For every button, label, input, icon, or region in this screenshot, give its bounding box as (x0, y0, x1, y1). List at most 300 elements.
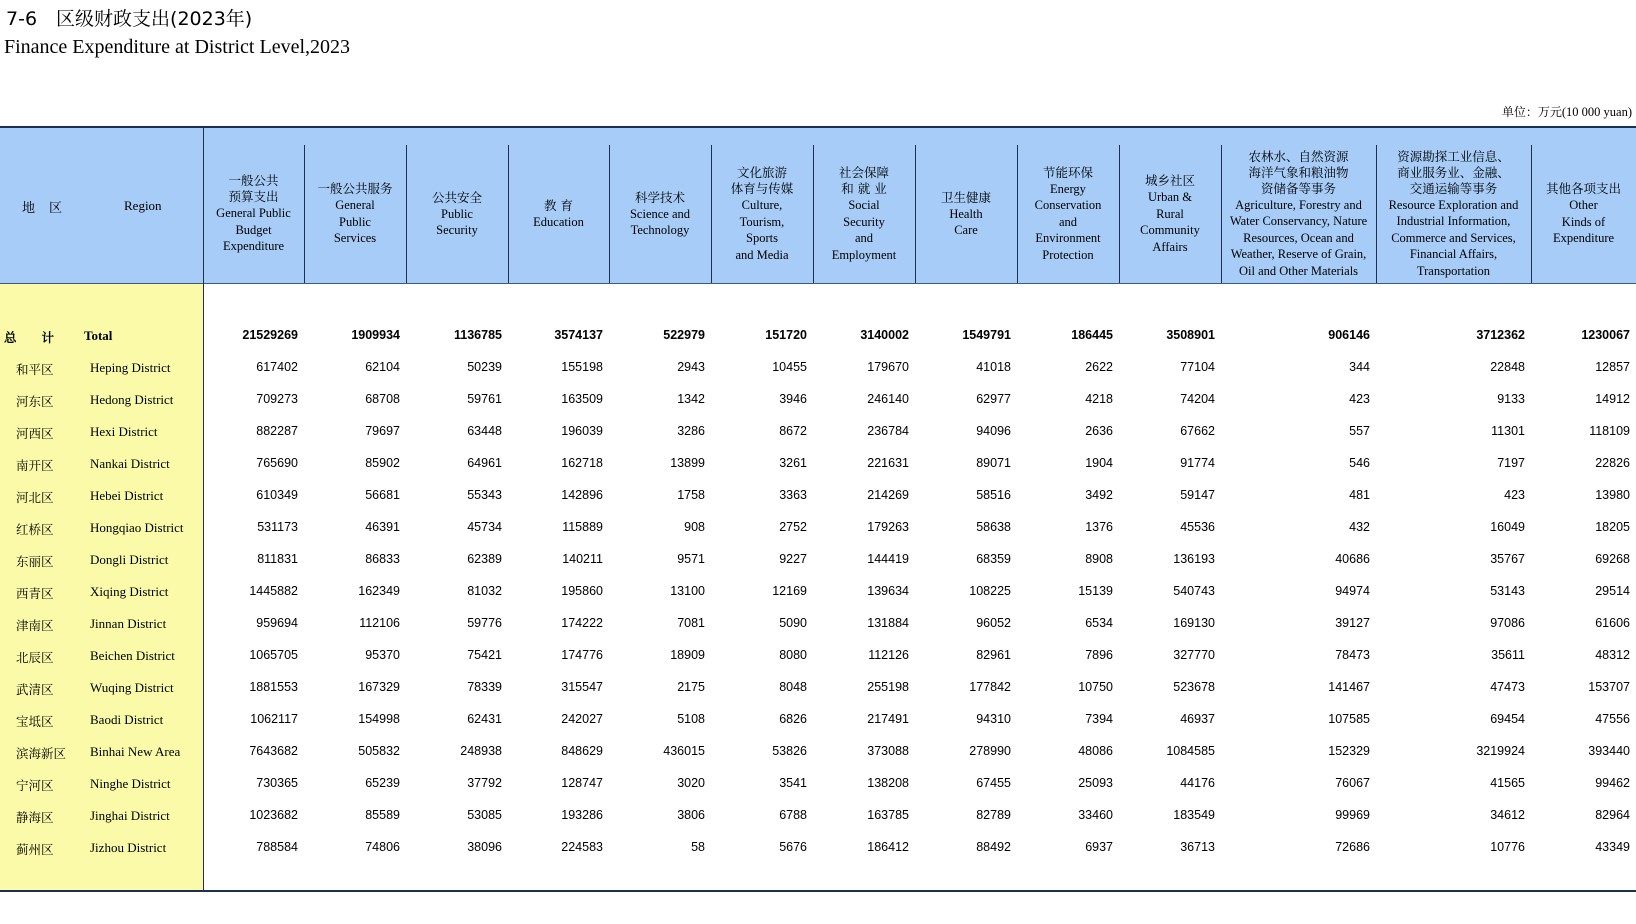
table-cell: 12857 (1595, 360, 1630, 374)
table-cell: 4218 (1085, 392, 1113, 406)
table-cell: 174222 (561, 616, 603, 630)
table-cell: 12169 (772, 584, 807, 598)
column-header-en: Urban & Rural Community Affairs (1140, 190, 1200, 254)
table-cell: 327770 (1173, 648, 1215, 662)
unit-note-cn: 单位：万元 (1501, 105, 1562, 119)
table-cell: 61606 (1595, 616, 1630, 630)
table-cell: 10776 (1490, 840, 1525, 854)
table-cell: 174776 (561, 648, 603, 662)
table-cell: 3574137 (554, 328, 603, 342)
table-row (0, 800, 1636, 832)
column-header-cn: 一般公共 预算支出 (228, 173, 279, 205)
column-divider (915, 145, 916, 283)
table-cell: 3712362 (1476, 328, 1525, 342)
table-cell: 373088 (867, 744, 909, 758)
table-cell: 58 (691, 840, 705, 854)
table-cell: 242027 (561, 712, 603, 726)
column-divider (1119, 145, 1120, 283)
table-cell: 86833 (365, 552, 400, 566)
table-cell: 255198 (867, 680, 909, 694)
table-cell: 25093 (1078, 776, 1113, 790)
column-divider (813, 145, 814, 283)
table-cell: 99969 (1335, 808, 1370, 822)
table-cell: 5108 (677, 712, 705, 726)
table-cell: 3020 (677, 776, 705, 790)
table-row (0, 832, 1636, 864)
table-cell: 730365 (256, 776, 298, 790)
column-header-cn: 科学技术 (634, 189, 685, 205)
table-title-cn: 7-6 区级财政支出(2023年) (6, 8, 253, 30)
table-cell: 908 (684, 520, 705, 534)
table-cell: 557 (1349, 424, 1370, 438)
table-cell: 3286 (677, 424, 705, 438)
table-cell: 10750 (1078, 680, 1113, 694)
table-cell: 74806 (365, 840, 400, 854)
table-row (0, 384, 1636, 416)
table-cell: 62431 (467, 712, 502, 726)
table-cell: 58516 (976, 488, 1011, 502)
table-cell: 37792 (467, 776, 502, 790)
column-header-en: Resource Exploration and Industrial Information, Commerce and Services, Financial Affairs, Transportation (1388, 197, 1519, 278)
table-cell: 69268 (1595, 552, 1630, 566)
table-cell: 151720 (765, 328, 807, 342)
table-cell: 393440 (1588, 744, 1630, 758)
table-row (0, 768, 1636, 800)
table-cell: 1136785 (454, 328, 502, 342)
region-name-cn: 津南区 (16, 618, 54, 633)
table-cell: 13980 (1595, 488, 1630, 502)
table-cell: 154998 (358, 712, 400, 726)
table-cell: 82789 (976, 808, 1011, 822)
header-region-cn: 地区 (22, 201, 77, 216)
table-cell: 5090 (779, 616, 807, 630)
region-name-cn: 河东区 (16, 394, 54, 409)
table-cell: 81032 (467, 584, 502, 598)
table-cell: 8672 (779, 424, 807, 438)
table-cell: 48086 (1078, 744, 1113, 758)
column-header-11 (1221, 145, 1376, 283)
table-cell: 82961 (976, 648, 1011, 662)
table-title-en: Finance Expenditure at District Level,2023 (4, 36, 351, 58)
table-row (0, 640, 1636, 672)
table-cell: 140211 (562, 552, 603, 566)
table-cell: 3508901 (1166, 328, 1215, 342)
table-cell: 540743 (1173, 584, 1215, 598)
unit-note (1502, 103, 1632, 120)
table-cell: 3140002 (860, 328, 909, 342)
table-cell: 1445882 (249, 584, 298, 598)
table-cell: 1084585 (1166, 744, 1215, 758)
table-cell: 108225 (969, 584, 1011, 598)
table-cell: 179263 (867, 520, 909, 534)
column-header-cn: 一般公共服务 (317, 181, 393, 197)
table-cell: 1062117 (250, 712, 298, 726)
column-divider (304, 145, 305, 283)
column-header-en: Other Kinds of Expenditure (1552, 198, 1615, 246)
region-name-cn: 红桥区 (16, 522, 54, 537)
table-cell: 131884 (867, 616, 909, 630)
table-cell: 1342 (677, 392, 705, 406)
table-cell: 610349 (256, 488, 298, 502)
table-cell: 96052 (976, 616, 1011, 630)
region-name-cn: 宝坻区 (16, 714, 54, 729)
table-cell: 6826 (779, 712, 807, 726)
table-cell: 9227 (779, 552, 807, 566)
region-name-cn: 河西区 (16, 426, 54, 441)
table-cell: 47556 (1595, 712, 1630, 726)
column-divider (406, 145, 407, 283)
table-cell: 811831 (257, 552, 298, 566)
column-header-5 (609, 145, 711, 283)
region-name-en: Nankai District (90, 456, 170, 471)
region-name-cn: 东丽区 (16, 554, 54, 569)
table-cell: 53085 (467, 808, 502, 822)
region-name-en: Hedong District (90, 392, 174, 407)
column-divider (609, 145, 610, 283)
table-cell: 14912 (1595, 392, 1630, 406)
column-header-cn: 其他各项支出 (1545, 181, 1621, 197)
table-cell: 33460 (1078, 808, 1113, 822)
table-cell: 546 (1349, 456, 1370, 470)
table-row (0, 704, 1636, 736)
table-cell: 44176 (1180, 776, 1215, 790)
column-header-3 (406, 145, 508, 283)
table-cell: 531173 (257, 520, 298, 534)
table-cell: 152329 (1328, 744, 1370, 758)
table-cell: 193286 (561, 808, 603, 822)
region-name-cn: 和平区 (16, 362, 54, 377)
column-header-en: General Public Services (333, 198, 377, 246)
table-row (0, 480, 1636, 512)
region-name-en: Jinghai District (90, 808, 170, 823)
table-cell: 38096 (467, 840, 502, 854)
table-cell: 62977 (976, 392, 1011, 406)
table-cell: 2636 (1085, 424, 1113, 438)
region-name-cn: 蓟州区 (16, 842, 54, 857)
table-cell: 2622 (1085, 360, 1113, 374)
table-cell: 58638 (976, 520, 1011, 534)
table-cell: 136193 (1173, 552, 1215, 566)
table-cell: 99462 (1595, 776, 1630, 790)
table-cell: 39127 (1335, 616, 1370, 630)
table-cell: 35767 (1490, 552, 1525, 566)
column-header-cn: 社会保障 和 就 业 (838, 165, 889, 196)
table-cell: 50239 (467, 360, 502, 374)
table-cell: 59761 (467, 392, 502, 406)
table-cell: 765690 (256, 456, 298, 470)
table-cell: 155198 (561, 360, 603, 374)
table-cell: 3363 (779, 488, 807, 502)
table-cell: 8080 (779, 648, 807, 662)
region-name-en: Jinnan District (90, 616, 167, 631)
table-cell: 1230067 (1581, 328, 1630, 342)
table-cell: 88492 (976, 840, 1011, 854)
table-cell: 432 (1349, 520, 1370, 534)
table-cell: 35611 (1491, 648, 1525, 662)
table-cell: 248938 (460, 744, 502, 758)
table-cell: 617402 (256, 360, 298, 374)
table-cell: 77104 (1180, 360, 1215, 374)
region-name-en: Jizhou District (90, 840, 167, 855)
table-cell: 162718 (561, 456, 603, 470)
table-cell: 55343 (467, 488, 502, 502)
table-cell: 65239 (365, 776, 400, 790)
table-cell: 224583 (561, 840, 603, 854)
table-cell: 11301 (1491, 424, 1525, 438)
column-header-cn: 卫生健康 (940, 189, 991, 205)
column-header-6 (711, 145, 813, 283)
table-row (0, 672, 1636, 704)
table-cell: 15139 (1078, 584, 1113, 598)
table-row (0, 608, 1636, 640)
table-cell: 1065705 (249, 648, 298, 662)
column-header-10 (1119, 145, 1221, 283)
table-cell: 46391 (365, 520, 400, 534)
table-cell: 163785 (867, 808, 909, 822)
table-cell: 79697 (365, 424, 400, 438)
region-name-en: Ninghe District (90, 776, 171, 791)
table-cell: 97086 (1490, 616, 1525, 630)
column-header-en: Public Security (436, 206, 478, 237)
table-cell: 906146 (1328, 328, 1370, 342)
table-cell: 107585 (1328, 712, 1370, 726)
table-cell: 36713 (1180, 840, 1215, 854)
column-header-2 (304, 145, 406, 283)
table-cell: 7394 (1085, 712, 1113, 726)
region-name-en: Hexi District (90, 424, 158, 439)
table-cell: 94310 (976, 712, 1011, 726)
region-name-en: Hebei District (90, 488, 164, 503)
table-cell: 505832 (358, 744, 400, 758)
table-row (0, 736, 1636, 768)
column-header-cn: 资源勘探工业信息、 商业服务业、金融、 交通运输等事务 (1397, 148, 1510, 196)
table-cell: 94974 (1335, 584, 1370, 598)
unit-note-en: (10 000 yuan) (1561, 105, 1632, 119)
table-cell: 94096 (976, 424, 1011, 438)
region-name-cn: 南开区 (16, 458, 54, 473)
table-cell: 56681 (365, 488, 400, 502)
region-name-en: Dongli District (90, 552, 169, 567)
table-cell: 68708 (365, 392, 400, 406)
column-header-en: Science and Technology (629, 206, 691, 237)
table-cell: 1904 (1085, 456, 1113, 470)
table-cell: 423 (1349, 392, 1370, 406)
table-cell: 144419 (867, 552, 909, 566)
table-cell: 141467 (1328, 680, 1370, 694)
table-row (0, 544, 1636, 576)
table-cell: 195860 (561, 584, 603, 598)
column-header-13 (1531, 145, 1636, 283)
table-cell: 2752 (779, 520, 807, 534)
table-cell: 62104 (365, 360, 400, 374)
table-row (0, 416, 1636, 448)
table-cell: 18205 (1595, 520, 1630, 534)
table-cell: 41565 (1490, 776, 1525, 790)
table-cell: 709273 (256, 392, 298, 406)
table-cell: 1376 (1085, 520, 1113, 534)
table-row (0, 448, 1636, 480)
table-cell: 63448 (467, 424, 502, 438)
table-cell: 246140 (867, 392, 909, 406)
table-cell: 21529269 (242, 328, 298, 342)
table-cell: 2943 (677, 360, 705, 374)
table-cell: 47473 (1490, 680, 1525, 694)
column-header-en: Culture, Tourism, Sports and Media (735, 198, 789, 262)
table-cell: 53143 (1490, 584, 1525, 598)
table-cell: 76067 (1335, 776, 1370, 790)
table-cell: 7643682 (249, 744, 298, 758)
column-divider (508, 145, 509, 283)
region-name-cn: 滨海新区 (16, 746, 67, 761)
table-cell: 186412 (867, 840, 909, 854)
column-divider (1017, 145, 1018, 283)
table-cell: 217491 (867, 712, 909, 726)
table-cell: 2175 (677, 680, 705, 694)
table-cell: 6937 (1085, 840, 1113, 854)
region-name-en: Heping District (90, 360, 171, 375)
table-cell: 138208 (867, 776, 909, 790)
table-cell: 315547 (561, 680, 603, 694)
table-cell: 118109 (1589, 424, 1630, 438)
table-cell: 7081 (677, 616, 705, 630)
table-cell: 59147 (1180, 488, 1215, 502)
table-cell: 959694 (256, 616, 298, 630)
table-cell: 112106 (359, 616, 400, 630)
table-cell: 13899 (670, 456, 705, 470)
column-header-cn: 教 育 (544, 197, 573, 213)
table-cell: 40686 (1335, 552, 1370, 566)
region-name-cn: 总 计 (4, 330, 55, 345)
region-name-cn: 宁河区 (16, 778, 54, 793)
column-header-12 (1376, 145, 1531, 283)
table-cell: 7197 (1497, 456, 1525, 470)
region-name-cn: 西青区 (16, 586, 54, 601)
table-cell: 9133 (1497, 392, 1525, 406)
table-cell: 167329 (358, 680, 400, 694)
table-cell: 18909 (670, 648, 705, 662)
table-cell: 142896 (561, 488, 603, 502)
table-cell: 481 (1349, 488, 1370, 502)
table-cell: 64961 (467, 456, 502, 470)
table-cell: 214269 (867, 488, 909, 502)
table-cell: 89071 (976, 456, 1011, 470)
region-name-en: Wuqing District (90, 680, 174, 695)
table-cell: 46937 (1180, 712, 1215, 726)
column-header-cn: 公共安全 (431, 189, 482, 205)
table-cell: 3806 (677, 808, 705, 822)
column-header-9 (1017, 145, 1119, 283)
table-cell: 3219924 (1476, 744, 1525, 758)
table-cell: 85589 (365, 808, 400, 822)
table-cell: 344 (1349, 360, 1370, 374)
table-cell: 1881553 (249, 680, 298, 694)
table-cell: 177842 (969, 680, 1011, 694)
table-cell: 848629 (561, 744, 603, 758)
table-cell: 221631 (867, 456, 909, 470)
table-cell: 68359 (976, 552, 1011, 566)
table-top-rule (0, 126, 1636, 128)
table-cell: 45536 (1180, 520, 1215, 534)
table-cell: 179670 (867, 360, 909, 374)
table-cell: 72686 (1335, 840, 1370, 854)
column-header-cn: 节能环保 (1042, 164, 1093, 180)
table-cell: 74204 (1180, 392, 1215, 406)
table-cell: 183549 (1173, 808, 1215, 822)
table-cell: 1549791 (962, 328, 1011, 342)
table-cell: 95370 (365, 648, 400, 662)
column-header-1 (203, 145, 304, 283)
table-bottom-rule (0, 890, 1636, 892)
table-cell: 139634 (867, 584, 909, 598)
region-name-en: Xiqing District (90, 584, 169, 599)
column-divider (1376, 145, 1377, 283)
table-cell: 43349 (1595, 840, 1630, 854)
column-header-4 (508, 145, 609, 283)
table-cell: 7896 (1085, 648, 1113, 662)
header-bottom-rule (0, 283, 1636, 284)
table-cell: 153707 (1588, 680, 1630, 694)
region-name-en: Total (84, 328, 113, 343)
column-header-en: Education (533, 214, 584, 229)
region-name-en: Binhai New Area (90, 744, 181, 759)
column-header-cn: 文化旅游 体育与传媒 (730, 165, 794, 196)
table-cell: 75421 (467, 648, 502, 662)
table-cell: 278990 (969, 744, 1011, 758)
table-cell: 169130 (1173, 616, 1215, 630)
column-divider (1221, 145, 1222, 283)
region-name-cn: 武清区 (16, 682, 54, 697)
table-cell: 10455 (772, 360, 807, 374)
table-cell: 3261 (779, 456, 807, 470)
column-header-cn: 农林水、自然资源 海洋气象和粮油物 资储备等事务 (1248, 148, 1349, 196)
table-cell: 236784 (867, 424, 909, 438)
column-divider (1531, 145, 1532, 283)
table-cell: 882287 (256, 424, 298, 438)
table-cell: 82964 (1595, 808, 1630, 822)
table-cell: 78339 (467, 680, 502, 694)
table-cell: 196039 (561, 424, 603, 438)
table-cell: 78473 (1335, 648, 1370, 662)
table-cell: 423 (1504, 488, 1525, 502)
region-name-cn: 北辰区 (16, 650, 54, 665)
column-divider (711, 145, 712, 283)
table-cell: 5676 (779, 840, 807, 854)
table-cell: 162349 (358, 584, 400, 598)
column-header-en: Agriculture, Forestry and Water Conservancy, Nature Resources, Ocean and Weather, Reserve of Grain, Oil and Other Materials (1229, 197, 1368, 278)
table-cell: 788584 (256, 840, 298, 854)
table-cell: 59776 (467, 616, 502, 630)
table-row (0, 576, 1636, 608)
table-cell: 9571 (677, 552, 705, 566)
table-cell: 1909934 (351, 328, 400, 342)
table-cell: 34612 (1490, 808, 1525, 822)
region-name-cn: 静海区 (16, 810, 54, 825)
table-cell: 6788 (779, 808, 807, 822)
table-cell: 45734 (467, 520, 502, 534)
column-header-7 (813, 145, 915, 283)
table-cell: 523678 (1173, 680, 1215, 694)
total-row (0, 320, 1636, 352)
table-row (0, 352, 1636, 384)
table-cell: 29514 (1595, 584, 1630, 598)
table-cell: 16049 (1490, 520, 1525, 534)
table-cell: 522979 (663, 328, 705, 342)
table-cell: 41018 (976, 360, 1011, 374)
table-cell: 6534 (1085, 616, 1113, 630)
table-cell: 8908 (1085, 552, 1113, 566)
region-name-cn: 河北区 (16, 490, 54, 505)
table-cell: 3946 (779, 392, 807, 406)
